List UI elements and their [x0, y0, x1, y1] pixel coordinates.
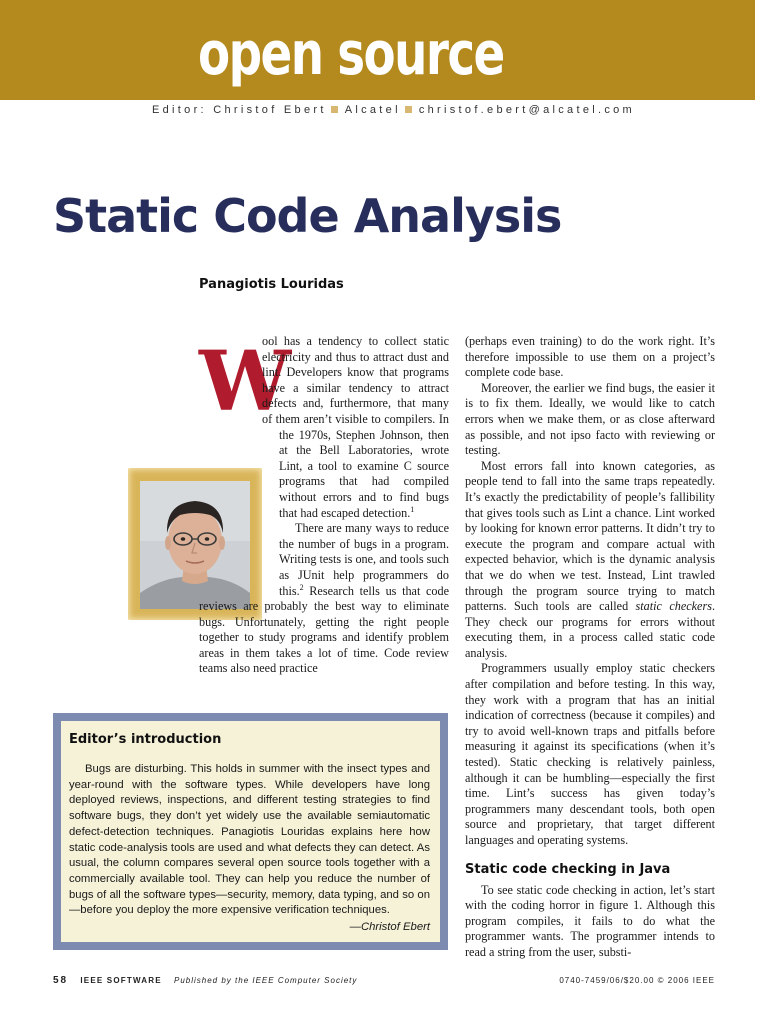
drop-cap: W [199, 334, 292, 430]
issn-code: 0740-7459/06/$20.00 © 2006 IEEE [559, 976, 715, 985]
editor-label: Editor: Christof Ebert [152, 104, 327, 116]
page-footer [53, 974, 715, 988]
article-column-2 [465, 334, 715, 961]
paragraph-text: ool has a tendency to collect static electricity and thus to attract dust and lint. Developers know that programs have a similar tendency to attract defects and, furthermore, that many of them aren’t visible to compilers. In the 1970s, Stephen Johnson, then at the Bell Laboratories, wrote Lint, a tool to examine C source programs that had compiled without errors and to find bugs that had escaped detection. [262, 334, 449, 520]
article-paragraph [465, 459, 715, 662]
square-bullet-icon [405, 106, 412, 113]
paragraph-text: There are many ways to reduce the number of bugs in a program. Writing tests is one, and tools such as JUnit help programmers do this. [279, 521, 449, 598]
editor-line [152, 103, 636, 117]
author-name: Panagiotis Louridas [199, 277, 344, 292]
editor-email[interactable]: christof.ebert@alcatel.com [418, 104, 636, 116]
article-paragraph: (perhaps even training) to do the work right. It’s therefore impossible to use them on a project’s complete code base. [465, 334, 715, 380]
photo-wrap-space [199, 428, 279, 596]
article-paragraph [199, 334, 449, 521]
article-paragraph: Moreover, the earlier we find bugs, the easier it is to fix them. Ideally, we would like to catch errors when we make them, or as close afterward as possible, and not ipso facto with reviewing or testing. [465, 380, 715, 458]
paragraph-text: Most errors fall into known categories, as people tend to fall into the same traps repeatedly. It’s exactly the predictability of people’s fallibility that gives tools such as Lint a chance. Lint worked by looking for known error patterns. It didn’t try to execute the program and compare actual with expected behavior, which is the dynamic analysis that we do when we test. Instead, Lint trawled through the program source trying to match patterns. Such tools are called [465, 458, 715, 614]
paragraph-text: Research tells us that code reviews are probably the best way to eliminate bugs. Unfortunately, getting the right people together to study programs and identify problem areas in them takes a lot of time. Code review teams also need practice [199, 583, 449, 676]
footnote-ref: 1 [410, 504, 415, 514]
footnote-ref: 2 [299, 582, 304, 592]
sidebar-body: Bugs are disturbing. This holds in summer with the insect types and year-round with the software types. While developers have long deployed reviews, inspections, and different testing strategies to find software bugs, they don’t yet widely use the available semiautomatic defect-detection techniques. Panagiotis Louridas explains here how static code-analysis tools are used and what defects they can detect. As usual, the column compares several open source tools together with a commercially available tool. They can help you reduce the number of bugs of all the software types—security, memory, data typing, and so on—before you deploy the more expensive verification techniques. [69, 763, 430, 917]
paragraph-text: . They check our programs for errors without executing them, in a process called static code analysis. [465, 599, 715, 660]
section-heading: Static code checking in Java [465, 861, 671, 877]
sidebar-signature: —Christof Ebert [349, 921, 430, 934]
article-paragraph: To see static code checking in action, let’s start with the coding horror in figure 1. Although this program compiles, it fails to do what the programmer wants. The programmer intends to read a string from the user, substi- [465, 882, 715, 959]
magazine-name: IEEE SOFTWARE [80, 976, 162, 985]
emphasis-text: static checkers [635, 599, 712, 614]
article-column-1 [199, 334, 449, 677]
page-number: 58 [53, 975, 69, 986]
publisher-line: Published by the IEEE Computer Society [173, 976, 358, 985]
section-title: open source [198, 19, 504, 89]
article-title: Static Code Analysis [53, 189, 562, 243]
editor-company: Alcatel [344, 104, 401, 116]
editor-intro-sidebar [53, 713, 448, 950]
article-paragraph: Programmers usually employ static checkers after compilation and before testing. In this way, they work with a program that has an initial indication of correctness (because it compiles) and try to avoid well-known traps and pitfalls before measuring it against its specifications (when it’s tested). Static checking is relatively painless, although it can be humbling—especially the first time. Lint’s success has given today’s programmers many descendant tools, both open source and proprietary, that target different languages and operating systems. [465, 661, 715, 847]
sidebar-panel [61, 721, 440, 942]
sidebar-title: Editor’s introduction [69, 732, 222, 747]
square-bullet-icon [331, 106, 338, 113]
